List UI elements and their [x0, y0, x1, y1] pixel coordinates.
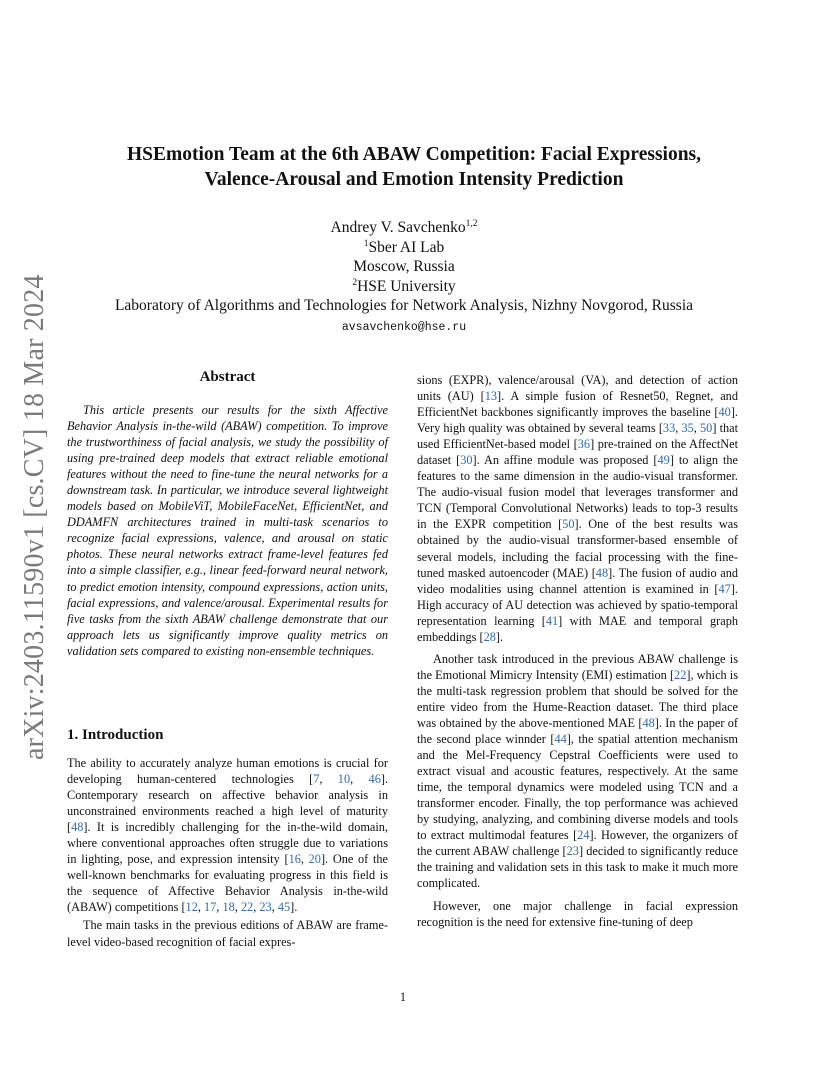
citation-link[interactable]: 22	[674, 667, 687, 682]
citation-link[interactable]: 41	[545, 613, 559, 628]
citation-link[interactable]: 24	[577, 828, 590, 843]
author-name: Andrey V. Savchenko	[330, 219, 466, 236]
citation-link[interactable]: 48	[71, 820, 84, 835]
intro-paragraph-1: The ability to accurately analyze human emotions is crucial for developing human-centered technologies [7, 10, 46]. Contemporary research on affective behavior analysis in unconstrained environments reached a high level of maturity [48]. It is incredibly challenging for the in-the-wild domain, where conventional approaches often struggle due to variations in lighting, pose, and expression intensity [16, 20]. One of the well-known benchmarks for evaluating progress in this field is the sequence of Affective Behavior Analysis in-the-wild (ABAW) competitions [12, 17, 18, 22, 23, 45].	[67, 756, 389, 915]
abstract-heading: Abstract	[199, 369, 256, 385]
citation-link[interactable]: 33	[662, 421, 676, 436]
affiliation-2: $^2$HSE University	[352, 277, 456, 295]
intro-paragraph-4: Another task introduced in the previous ABAW challenge is the Emotional Mimicry Intensity (EMI) estimation [22], which is the multi-task regression problem that should be solved for the entire video from the Hume-Reaction dataset. The third place was obtained by the above-mentioned MAE [48]. In the paper of the second place winnder [44], the spatial attention mechanism and the Mel-Frequency Cepstral Coefficients were used to extract visual and acoustic features, respectively. At the same time, the temporal dynamics were modeled using TCN and a transformer encoder. Finally, the top performance was achieved by studying, analyzing, and combining diverse models and tools to extract multimodal features [24]. However, the organizers of the current ABAW challenge [23] decided to significantly reduce the training and validation sets in this task to make it much more complicated.	[417, 651, 739, 891]
citation-link[interactable]: 7	[313, 772, 320, 787]
affiliation-1: $^1$Sber AI Lab	[363, 238, 445, 256]
citation-link[interactable]: 47	[718, 581, 731, 596]
abstract-text: This article presents our results for the sixth Affective Behavior Analysis in-the-wild (ABAW) competition. To improve the trustworthiness of facial analysis, we study the possibility of using pre-trained deep models that extract reliable emotional features without the need to fine-tune the neural networks for a downstream task. In particular, we introduce several lightweight models based on MobileViT, MobileFaceNet, EfficientNet, and DDAMFN architectures trained in multi-task scenarios to recognize facial expressions, valence, and arousal on static photos. These neural networks extract frame-level features fed into a simple classifier, e.g., linear feed-forward neural network, to predict emotion intensity, compound expressions, action units, facial expressions, and valence/arousal. Experimental results for five tasks from the sixth ABAW challenge demonstrate that our approach lets us significantly improve quality metrics on validation sets compared to existing non-ensemble techniques.	[67, 403, 388, 658]
citation-link[interactable]: 28	[483, 629, 496, 644]
affiliation-2-lab: Laboratory of Algorithms and Technologies for Network Analysis, Nizhny Novgorod, Russia	[114, 297, 694, 314]
citation-link[interactable]: 44	[554, 732, 567, 747]
citation-link[interactable]: 17	[204, 900, 217, 915]
citation-link[interactable]: 23	[259, 900, 272, 915]
page-number: 1	[399, 990, 407, 1004]
author-block	[90, 218, 718, 337]
intro-paragraph-3: sions (EXPR), valence/arousal (VA), and detection of action units (AU) [13]. A simple fusion of Resnet50, Regnet, and EfficientNet backbones significantly improves the baseline [40]. Very high quality was obtained by several teams [33, 35, 50] that used EfficientNet-based model [36] pre-trained on the AffectNet dataset [30]. An affine module was proposed [49] to align the features to the same dimension in the audio-visual transformer. The audio-visual fusion model that leverages transformer and TCN (Temporal Convolutional Networks) leads to top-3 results in the EXPR competition [50]. One of the best results was obtained by the audio-visual transformer-based ensemble of several models, including the facial processing with the fine-tuned masked autoencoder (MAE) [48]. The fusion of audio and video modalities using channel attention is examined in [47]. High accuracy of AU detection was achieved by spatio-temporal representation learning [41] with MAE and temporal graph embeddings [28].	[417, 373, 739, 644]
intro-paragraph-5: However, one major challenge in facial expression recognition is the need for extensive fine-tuning of deep	[417, 898, 738, 929]
author-sup: 1,2	[465, 218, 478, 229]
citation-link[interactable]: 36	[577, 437, 591, 452]
citation-link[interactable]: 50	[562, 517, 575, 532]
citation-link[interactable]: 18	[222, 900, 235, 915]
section-heading-introduction: 1. Introduction	[67, 727, 164, 743]
citation-link[interactable]: 13	[484, 389, 497, 404]
right-column-body	[417, 372, 738, 936]
paper-title	[100, 143, 728, 192]
title-line-1: HSEmotion Team at the 6th ABAW Competition: Facial Expressions,	[126, 144, 702, 165]
author-name-line	[90, 218, 718, 238]
title-line-2: Valence-Arousal and Emotion Intensity Prediction	[204, 168, 624, 190]
intro-paragraph-2: The main tasks in the previous editions of ABAW are frame-level video-based recognition of facial expres-	[67, 918, 388, 949]
citation-link[interactable]: 20	[308, 852, 321, 867]
affiliation-1-city: Moscow, Russia	[353, 258, 455, 275]
citation-link[interactable]: 22	[240, 900, 254, 915]
citation-link[interactable]: 40	[718, 405, 731, 420]
citation-link[interactable]: 48	[595, 565, 609, 580]
citation-link[interactable]: 49	[657, 453, 670, 468]
abstract-body	[67, 402, 388, 659]
citation-link[interactable]: 23	[566, 844, 579, 859]
arxiv-stamp: arXiv:2403.11590v1 [cs.CV] 18 Mar 2024	[19, 274, 50, 760]
citation-link[interactable]: 35	[681, 421, 694, 436]
citation-link[interactable]: 48	[642, 715, 655, 730]
citation-link[interactable]: 12	[185, 900, 198, 915]
author-email[interactable]: avsavchenko@hse.ru	[341, 320, 467, 334]
citation-link[interactable]: 45	[277, 900, 291, 915]
citation-link[interactable]: 46	[368, 772, 381, 787]
left-column-body	[67, 755, 388, 952]
citation-link[interactable]: 10	[337, 772, 351, 787]
citation-link[interactable]: 16	[288, 852, 301, 867]
citation-link[interactable]: 50	[700, 421, 713, 436]
citation-link[interactable]: 30	[460, 453, 473, 468]
